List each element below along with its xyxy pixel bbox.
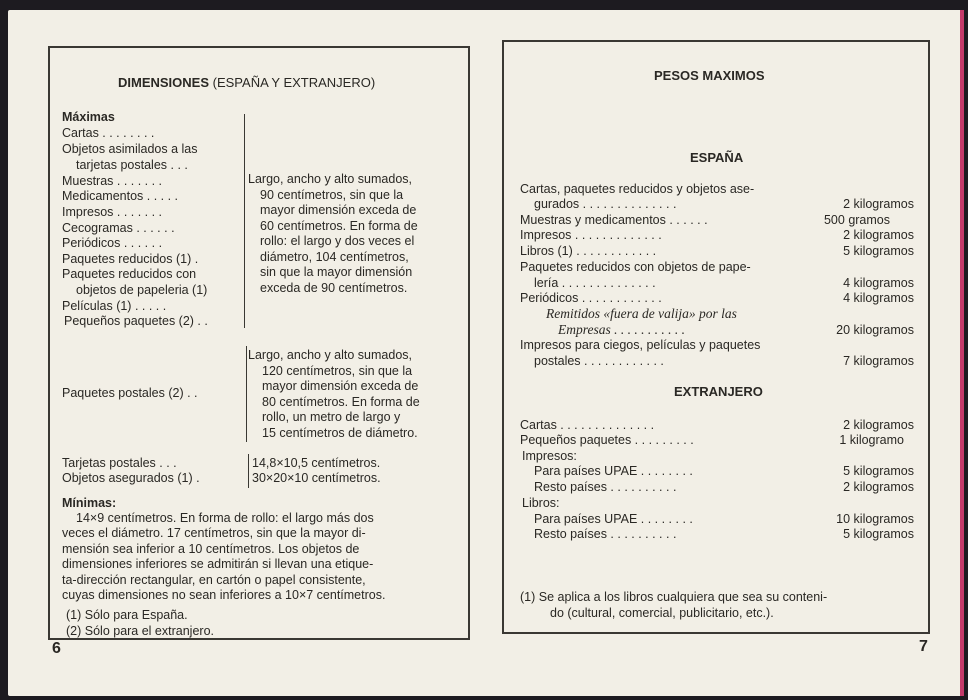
espana-row-12-label: postales . . . . . . . . . . . .	[534, 354, 664, 368]
page-number-right: 7	[919, 638, 928, 655]
desc1-line7: sin que la mayor dimensión	[260, 265, 413, 279]
desc1-line4: 60 centímetros. En forma de	[260, 219, 418, 233]
page-number-left: 6	[52, 640, 61, 657]
desc1-line2: 90 centímetros, sin que la	[260, 188, 404, 202]
minimas-line3: mensión sea inferior a 10 centímetros. Los objetos de	[62, 542, 360, 556]
right-footnote-line1: (1) Se aplica a los libros cualquiera que sea su conteni-	[520, 590, 828, 604]
desc2-line1: Largo, ancho y alto sumados,	[248, 348, 412, 362]
value-objetos-asegurados: 30×20×10 centímetros.	[252, 471, 381, 485]
left-page	[8, 10, 482, 696]
maximas-heading: Máximas	[62, 110, 115, 124]
item-peliculas: Películas (1) . . . . .	[62, 299, 167, 313]
item-impresos: Impresos . . . . . . .	[62, 205, 163, 219]
weights-title: PESOS MAXIMOS	[654, 68, 765, 83]
desc2-line2: 120 centímetros, sin que la	[262, 364, 413, 378]
item-medicamentos: Medicamentos . . . . .	[62, 189, 179, 203]
espana-row-3-value: 500 gramos	[823, 213, 890, 227]
minimas-heading: Mínimas:	[62, 496, 117, 510]
extranjero-row-3-label: Impresos:	[522, 449, 577, 463]
espana-row-4-value: 2 kilogramos	[843, 228, 914, 242]
espana-row-8-value: 4 kilogramos	[843, 291, 914, 305]
footnote-1: (1) Sólo para España.	[66, 608, 188, 622]
minimas-line2: veces el diámetro. 17 centímetros, sin que la mayor di-	[62, 526, 366, 540]
espana-row-3-label: Muestras y medicamentos . . . . . .	[520, 213, 708, 227]
dimensions-title: DIMENSIONES (ESPAÑA Y EXTRANJERO)	[118, 75, 376, 90]
espana-row-6-label: Paquetes reducidos con objetos de pape-	[520, 260, 751, 274]
desc1-line5: rollo: el largo y dos veces el	[260, 234, 415, 248]
desc1-line6: diámetro, 104 centímetros,	[260, 250, 409, 264]
espana-row-11-label: Impresos para ciegos, películas y paquetes	[520, 338, 761, 352]
extranjero-row-2-label: Pequeños paquetes . . . . . . . . .	[520, 433, 694, 447]
minimas-line6: cuyas dimensiones no sean inferiores a 10×7 centímetros.	[62, 588, 386, 602]
item-cartas: Cartas . . . . . . . .	[62, 126, 155, 140]
espana-heading: ESPAÑA	[690, 150, 744, 165]
extranjero-row-2-value: 1 kilogramo	[839, 433, 904, 447]
minimas-line4: dimensiones inferiores se admitirán si llevan una etique-	[62, 557, 374, 571]
item-paquetes-reducidos: Paquetes reducidos (1) .	[62, 252, 199, 266]
item-tarjetas-postales: Tarjetas postales . . .	[62, 456, 177, 470]
minimas-line1: 14×9 centímetros. En forma de rollo: el largo más dos	[76, 511, 374, 525]
desc1-line8: exceda de 90 centímetros.	[260, 281, 408, 295]
right-footnote-line2: do (cultural, comercial, publicitario, etc.).	[550, 606, 774, 620]
item-muestras: Muestras . . . . . . .	[62, 174, 163, 188]
espana-row-8-label: Periódicos . . . . . . . . . . . .	[520, 291, 662, 305]
desc2-line5: rollo, un metro de largo y	[262, 410, 401, 424]
item-objetos-asimilados: Objetos asimilados a las	[62, 142, 198, 156]
bracket-line-2	[246, 346, 247, 442]
extranjero-row-4-value: 5 kilogramos	[843, 464, 914, 478]
espana-row-7-value: 4 kilogramos	[843, 276, 914, 290]
espana-row-12-value: 7 kilogramos	[843, 354, 914, 368]
minimas-line5: ta-dirección rectangular, en cartón o papel consistente,	[62, 573, 366, 587]
extranjero-row-5-value: 2 kilogramos	[843, 480, 914, 494]
bracket-line-3	[248, 454, 249, 488]
extranjero-row-7-label: Para países UPAE . . . . . . . .	[534, 512, 693, 526]
right-page	[482, 10, 964, 696]
espana-row-1-label: Cartas, paquetes reducidos y objetos ase-	[520, 182, 755, 196]
item-tarjetas-postales-cont: tarjetas postales . . .	[76, 158, 188, 172]
desc2-line6: 15 centímetros de diámetro.	[262, 426, 418, 440]
extranjero-row-8-label: Resto países . . . . . . . . . .	[534, 527, 677, 541]
desc1-line3: mayor dimensión exceda de	[260, 203, 417, 217]
espana-row-7-label: lería . . . . . . . . . . . . . .	[534, 276, 656, 290]
footnote-2: (2) Sólo para el extranjero.	[66, 624, 214, 638]
espana-row-2-value: 2 kilogramos	[843, 197, 914, 211]
extranjero-row-4-label: Para países UPAE . . . . . . . .	[534, 464, 693, 478]
item-pequenos-paquetes: Pequeños paquetes (2) . .	[64, 314, 208, 328]
item-paquetes-postales: Paquetes postales (2) . .	[62, 386, 198, 400]
espana-row-5-label: Libros (1) . . . . . . . . . . . .	[520, 244, 657, 258]
espana-row-2-label: gurados . . . . . . . . . . . . . .	[534, 197, 677, 211]
weights-box	[502, 40, 930, 634]
espana-row-4-label: Impresos . . . . . . . . . . . . .	[520, 228, 662, 242]
item-periodicos: Periódicos . . . . . .	[62, 236, 163, 250]
bracket-line-1	[244, 114, 245, 328]
desc2-line3: mayor dimensión exceda de	[262, 379, 419, 393]
desc2-line4: 80 centímetros. En forma de	[262, 395, 420, 409]
espana-row-10-label: Empresas . . . . . . . . . . .	[558, 322, 685, 337]
extranjero-row-5-label: Resto países . . . . . . . . . .	[534, 480, 677, 494]
extranjero-row-6-label: Libros:	[522, 496, 560, 510]
espana-row-9-label: Remitidos «fuera de valija» por las	[546, 306, 737, 321]
item-paquetes-reducidos-con: Paquetes reducidos con	[62, 267, 197, 281]
extranjero-row-1-label: Cartas . . . . . . . . . . . . . .	[520, 418, 655, 432]
item-objetos-asegurados: Objetos asegurados (1) .	[62, 471, 200, 485]
dimensions-box	[48, 46, 470, 640]
extranjero-heading: EXTRANJERO	[674, 384, 763, 399]
espana-row-5-value: 5 kilogramos	[843, 244, 914, 258]
espana-row-10-value: 20 kilogramos	[836, 323, 914, 337]
extranjero-row-7-value: 10 kilogramos	[836, 512, 914, 526]
item-cecogramas: Cecogramas . . . . . .	[62, 221, 175, 235]
desc1-line1: Largo, ancho y alto sumados,	[248, 172, 412, 186]
value-tarjetas-postales: 14,8×10,5 centímetros.	[252, 456, 381, 470]
item-objetos-papeleria: objetos de papeleria (1)	[76, 283, 208, 297]
extranjero-row-8-value: 5 kilogramos	[843, 527, 914, 541]
extranjero-row-1-value: 2 kilogramos	[843, 418, 914, 432]
